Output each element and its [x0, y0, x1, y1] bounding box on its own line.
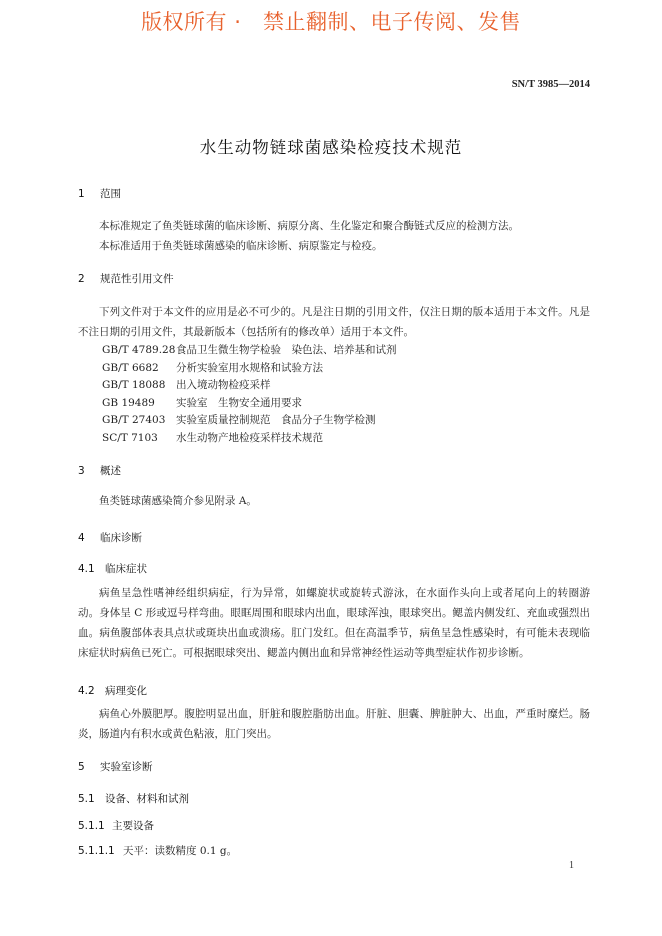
- reference-item: [102, 412, 376, 427]
- section-4-2-paragraph: 病鱼心外膜肥厚。腹腔明显出血，肝脏和腹腔脂肪出血。肝脏、胆囊、脾脏肿大、出血，严重时糜烂。肠炎，肠道内有积水或黄色粘液，肛门突出。: [78, 708, 590, 740]
- section-2-heading: [78, 271, 174, 286]
- reference-title: 水生动物产地检疫采样技术规范: [176, 432, 323, 444]
- clause-text: 天平：读数精度 0.1 g。: [123, 845, 238, 857]
- section-1-paragraph-1: 本标准规定了鱼类链球菌的临床诊断、病原分离、生化鉴定和聚合酶链式反应的检测方法。: [99, 220, 519, 232]
- section-number: 4.1: [78, 563, 95, 575]
- reference-item: [102, 360, 323, 375]
- section-number: 5: [78, 761, 85, 773]
- section-4-1-paragraph: 病鱼呈急性嗜神经组织病症，行为异常，如螺旋状或旋转式游泳，在水面作头向上或者尾向上的转圈游动。身体呈 C 形或逗号样弯曲。眼眶周围和眼球内出血，眼球浑浊，眼球突出。鳃盖内侧发红、充血或强烈出血。病鱼腹部体表具点状或斑块出血或溃疡。肛门发红。但在高温季节，病鱼呈急性感染时，有可能未表现临床症状时病鱼已死亡。可根据眼球突出、鳃盖内侧出血和异常神经性运动等典型症状作初步诊断。: [78, 587, 590, 659]
- reference-title: 出入境动物检疫采样: [176, 379, 271, 391]
- reference-item: [102, 395, 302, 410]
- section-title: 临床诊断: [100, 532, 142, 544]
- section-3-heading: [78, 463, 121, 478]
- reference-item: [102, 342, 397, 357]
- reference-code: GB/T 4789.28: [102, 344, 176, 356]
- section-title: 病理变化: [105, 685, 147, 697]
- section-4-2-heading: [78, 683, 147, 698]
- reference-title: 分析实验室用水规格和试验方法: [176, 362, 323, 374]
- reference-item: [102, 430, 323, 445]
- section-number: 5.1.1.1: [78, 845, 115, 857]
- watermark: 版权所有 · 禁止翻制、电子传阅、发售: [141, 10, 521, 34]
- reference-title: 实验室 生物安全通用要求: [176, 397, 302, 409]
- section-3-paragraph: 鱼类链球菌感染简介参见附录 A。: [99, 495, 257, 507]
- section-number: 4: [78, 532, 85, 544]
- reference-code: GB/T 6682: [102, 362, 159, 374]
- section-number: 3: [78, 465, 85, 477]
- standard-number: SN/T 3985—2014: [511, 79, 590, 90]
- reference-code: SC/T 7103: [102, 432, 158, 444]
- section-1-heading: [78, 186, 121, 201]
- section-2-intro: 下列文件对于本文件的应用是必不可少的。凡是注日期的引用文件，仅注日期的版本适用于本文件。凡是不注日期的引用文件，其最新版本（包括所有的修改单）适用于本文件。: [78, 306, 590, 338]
- reference-code: GB/T 18088: [102, 379, 166, 391]
- reference-item: [102, 377, 271, 392]
- section-title: 实验室诊断: [100, 761, 153, 773]
- section-number: 1: [78, 188, 85, 200]
- section-title: 临床症状: [105, 563, 147, 575]
- reference-code: GB 19489: [102, 397, 155, 409]
- section-title: 规范性引用文件: [100, 273, 174, 285]
- section-number: 5.1.1: [78, 820, 105, 832]
- section-5-1-1-heading: [78, 818, 154, 833]
- section-title: 设备、材料和试剂: [105, 793, 189, 805]
- section-title: 范围: [100, 188, 121, 200]
- section-number: 2: [78, 273, 85, 285]
- section-number: 5.1: [78, 793, 95, 805]
- reference-title: 实验室质量控制规范 食品分子生物学检测: [176, 414, 376, 426]
- section-number: 4.2: [78, 685, 95, 697]
- reference-code: GB/T 27403: [102, 414, 166, 426]
- page-number: 1: [569, 860, 574, 871]
- section-title: 概述: [100, 465, 121, 477]
- section-1-paragraph-2: 本标准适用于鱼类链球菌感染的临床诊断、病原鉴定与检疫。: [99, 240, 383, 252]
- section-4-heading: [78, 530, 142, 545]
- reference-title: 食品卫生微生物学检验 染色法、培养基和试剂: [176, 344, 397, 356]
- clause-5-1-1-1: [78, 843, 237, 858]
- clause-number-wrap: [78, 845, 123, 857]
- section-4-1-heading: [78, 561, 147, 576]
- section-5-1-heading: [78, 791, 189, 806]
- section-5-heading: [78, 759, 153, 774]
- document-title: 水生动物链球菌感染检疫技术规范: [199, 138, 463, 157]
- section-title: 主要设备: [112, 820, 154, 832]
